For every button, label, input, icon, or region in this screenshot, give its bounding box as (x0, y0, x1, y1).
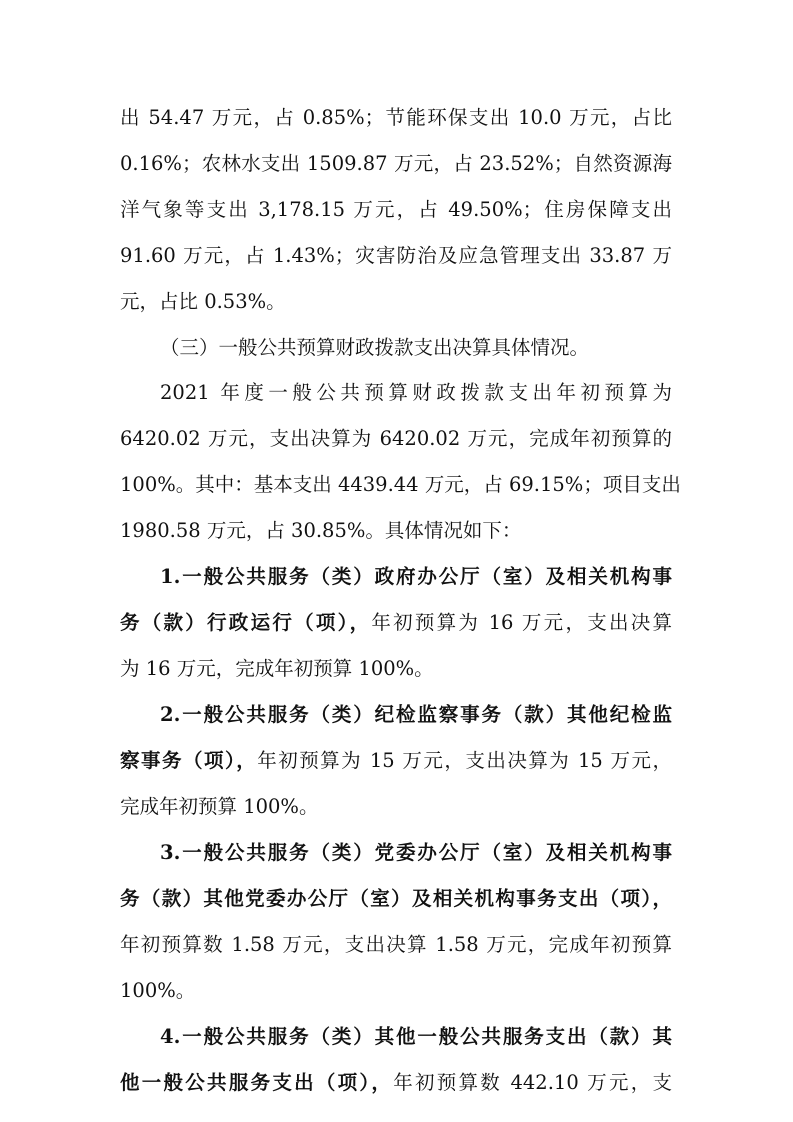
item1-heading-part1: 1.一般公共服务（类）政府办公厅（室）及相关机构事 (160, 565, 672, 588)
item2-heading-part2: 察事务（项）， (120, 749, 258, 772)
item2-line-2 (120, 747, 672, 775)
item4-line-1 (160, 1023, 672, 1051)
item1-text: 年初预算为 16 万元，支出决算 (371, 611, 672, 634)
item2-text: 年初预算为 15 万元，支出决算为 15 万元， (257, 749, 672, 772)
item4-line-2 (120, 1069, 672, 1097)
item3-line-1 (160, 839, 672, 867)
item4-heading-part2: 他一般公共服务支出（项）， (120, 1071, 394, 1094)
item2-line-1 (160, 701, 672, 729)
para2-line-2: 6420.02 万元，支出决算为 6420.02 万元，完成年初预算的 (120, 427, 672, 450)
item2-line-3: 完成年初预算 100%。 (120, 795, 319, 818)
item3-line-2 (120, 885, 672, 913)
para2-line-4: 1980.58 万元，占 30.85%。具体情况如下： (120, 519, 522, 542)
item3-heading-part2: 务（款）其他党委办公厅（室）及相关机构事务支出（项）， (120, 887, 672, 910)
item4-text: 年初预算数 442.10 万元，支 (393, 1071, 672, 1094)
item4-heading-part1: 4.一般公共服务（类）其他一般公共服务支出（款）其 (160, 1025, 672, 1048)
item1-line-1 (160, 563, 672, 591)
para1-line-1: 出 54.47 万元，占 0.85%；节能环保支出 10.0 万元，占比 (120, 106, 672, 129)
item1-heading-part2: 务（款）行政运行（项）， (120, 611, 372, 634)
item1-line-2 (120, 609, 672, 637)
item2-heading-part1: 2.一般公共服务（类）纪检监察事务（款）其他纪检监 (160, 703, 672, 726)
para2-line-3: 100%。其中：基本支出 4439.44 万元，占 69.15%；项目支出 (120, 473, 681, 496)
para2-line-1: 2021 年度一般公共预算财政拨款支出年初预算为 (160, 381, 672, 404)
item3-line-3: 年初预算数 1.58 万元，支出决算 1.58 万元，完成年初预算 (120, 933, 672, 956)
item3-heading-part1: 3.一般公共服务（类）党委办公厅（室）及相关机构事 (160, 841, 672, 864)
item3-line-4: 100%。 (120, 979, 196, 1002)
para1-line-4: 91.60 万元，占 1.43%；灾害防治及应急管理支出 33.87 万 (120, 244, 672, 267)
item1-line-3: 为 16 万元，完成年初预算 100%。 (120, 657, 434, 680)
para1-line-3: 洋气象等支出 3,178.15 万元，占 49.50%；住房保障支出 (120, 198, 672, 221)
para1-line-2: 0.16%；农林水支出 1509.87 万元，占 23.52%；自然资源海 (120, 152, 672, 175)
para1-line-5: 元，占比 0.53%。 (120, 290, 286, 313)
section-heading: （三）一般公共预算财政拨款支出决算具体情况。 (160, 336, 590, 359)
